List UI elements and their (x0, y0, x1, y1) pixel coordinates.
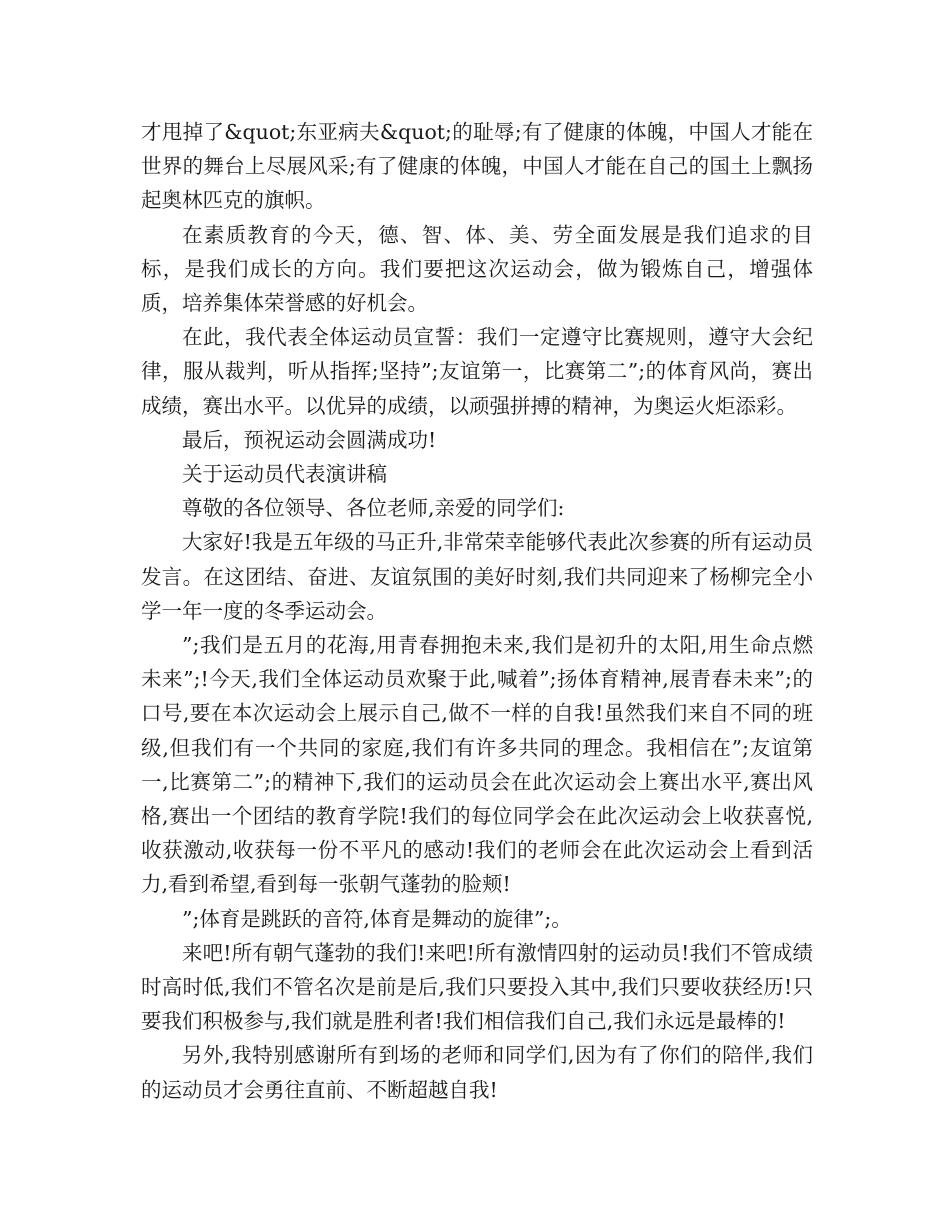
document-body (141, 115, 813, 1107)
paragraph: 在此，我代表全体运动员宣誓：我们一定遵守比赛规则，遵守大会纪律，服从裁判，听从指挥;坚持”;友谊第一，比赛第二”;的体育风尚，赛出成绩，赛出水平。以优异的成绩，以顽强拼搏的精神，为奥运火炬添彩。 (141, 325, 813, 418)
paragraph: 才甩掉了&quot;东亚病夫&quot;的耻辱;有了健康的体魄，中国人才能在世界的舞台上尽展风采;有了健康的体魄，中国人才能在自己的国土上飘扬起奥林匹克的旗帜。 (141, 120, 813, 213)
paragraph: 来吧!所有朝气蓬勃的我们!来吧!所有激情四射的运动员!我们不管成绩时高时低,我们不管名次是前是后,我们只要投入其中,我们只要收获经历!只要我们积极参与,我们就是胜利者!我们相信我们自己,我们永远是最棒的! (141, 940, 813, 1034)
speech-heading: 关于运动员代表演讲稿 (182, 462, 387, 487)
salutation: 尊敬的各位领导、各位老师,亲爱的同学们: (182, 496, 565, 521)
paragraph: ”;我们是五月的花海,用青春拥抱未来,我们是初升的太阳,用生命点燃未来”;!今天,我们全体运动员欢聚于此,喊着”;扬体育精神,展青春未来”;的口号,要在本次运动会上展示自己,做不一样的自我!虽然我们来自不同的班级,但我们有一个共同的家庭,我们有许多共同的理念。我相信在”;友谊第一,比赛第二”;的精神下,我们的运动员会在此次运动会上赛出水平,赛出风格,赛出一个团结的教育学院!我们的每位同学会在此次运动会上收获喜悦,收获激动,收获每一份不平凡的感动!我们的老师会在此次运动会上看到活力,看到希望,看到每一张朝气蓬勃的脸颊! (141, 633, 813, 897)
paragraph: 在素质教育的今天，德、智、体、美、劳全面发展是我们追求的目标，是我们成长的方向。我们要把这次运动会，做为锻炼自己，增强体质，培养集体荣誉感的好机会。 (141, 222, 813, 316)
paragraph: 最后，预祝运动会圆满成功! (182, 427, 437, 452)
paragraph: 大家好!我是五年级的马正升,非常荣幸能够代表此次参赛的所有运动员发言。在这团结、奋进、友谊氛围的美好时刻,我们共同迎来了杨柳完全小学一年一度的冬季运动会。 (141, 530, 813, 623)
paragraph: ”;体育是跳跃的音符,体育是舞动的旋律”;。 (182, 906, 572, 931)
paragraph: 另外,我特别感谢所有到场的老师和同学们,因为有了你们的陪伴,我们的运动员才会勇往直前、不断超越自我! (141, 1043, 813, 1102)
